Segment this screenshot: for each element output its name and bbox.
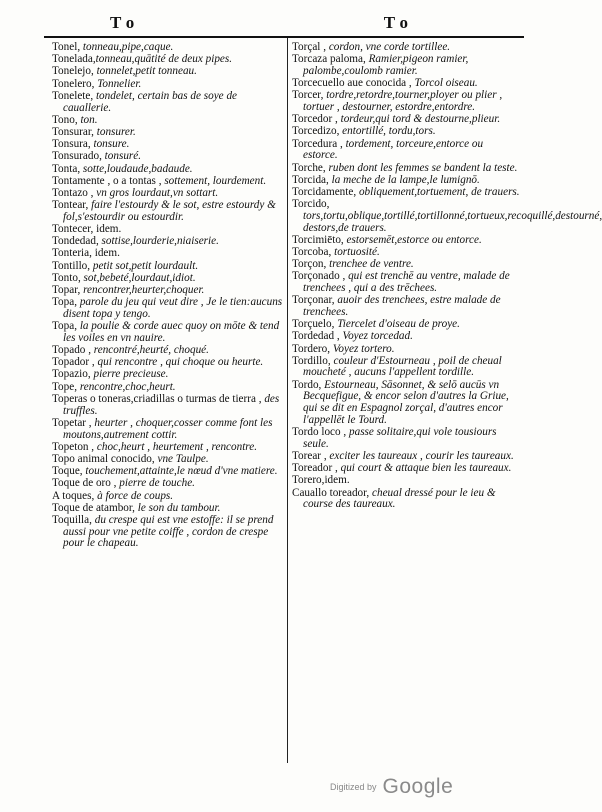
dictionary-entry <box>52 273 284 285</box>
entry-definition: ruben dont les femmes se bandent la teste. <box>325 161 518 174</box>
entry-definition: Tiercelet d'oiseau de proye. <box>334 318 460 331</box>
entry-definition: pierre de touche. <box>116 477 195 490</box>
dictionary-entry <box>292 114 520 126</box>
dictionary-entry <box>52 321 284 344</box>
entry-headword: Tono, <box>52 113 78 126</box>
entry-headword: Tonsurado, <box>52 150 102 163</box>
dictionary-entry <box>52 66 284 78</box>
entry-headword: Toperas o toneras,criadillas o turmas de tierra , <box>52 392 262 405</box>
entry-definition: tonsuré. <box>101 150 142 163</box>
entry-definition: petit sot,petit lourdault. <box>90 259 199 272</box>
entry-definition: choc,heurt , heurtement , rencontre. <box>94 440 258 453</box>
left-column <box>52 42 284 551</box>
entry-headword: Torçonado , <box>292 270 346 283</box>
dictionary-entry <box>292 42 520 54</box>
entry-headword: Topeton , <box>52 440 95 453</box>
entry-definition: tortuosité. <box>331 245 380 258</box>
dictionary-entry <box>52 394 284 417</box>
entry-headword: Tope, <box>52 380 78 393</box>
entry-definition: sot,bebeté,lourdaut,idiot. <box>80 271 196 284</box>
dictionary-entry <box>52 176 284 188</box>
entry-headword: Tonsurar, <box>52 125 94 138</box>
entry-headword: Torçon, <box>292 258 327 271</box>
entry-definition: tonsure. <box>90 138 130 151</box>
entry-headword: Topetar , <box>52 416 92 429</box>
dictionary-entry <box>52 261 284 273</box>
dictionary-entry <box>292 78 520 90</box>
dictionary-entry <box>52 54 284 66</box>
dictionary-entry <box>292 344 520 356</box>
entry-headword: Torcedizo, <box>292 125 340 138</box>
dictionary-entry <box>292 259 520 271</box>
entry-headword: Tontamente , o a tontas , <box>52 174 162 187</box>
entry-definition: des truffles. <box>63 392 280 417</box>
dictionary-entry <box>52 91 284 114</box>
entry-definition: pierre precieuse. <box>90 368 169 381</box>
dictionary-entry <box>52 491 284 503</box>
entry-headword: Toque, <box>52 465 83 478</box>
dictionary-entry <box>292 139 520 162</box>
entry-definition: qui rencontre , qui choque ou heurte. <box>94 356 264 369</box>
entry-definition: cheual dressé pour le ieu & course des taureaux. <box>303 486 496 511</box>
dictionary-entry <box>292 235 520 247</box>
entry-definition: Ramier,pigeon ramier, palombe,coulomb ramier. <box>303 53 469 77</box>
dictionary-entry <box>292 331 520 343</box>
entry-definition: la meche de la lampe,le lumignō. <box>328 173 480 186</box>
entry-definition: obliquement,tortuement, de trauers. <box>356 185 520 198</box>
entry-headword: Tonelete, <box>52 89 94 102</box>
dictionary-entry <box>292 54 520 77</box>
entry-headword: Torcida, <box>292 173 329 186</box>
entry-headword: Tonelada, <box>52 53 96 66</box>
dictionary-entry <box>292 451 520 463</box>
entry-headword: Tordo, <box>292 378 322 391</box>
entry-headword: Toque de atambor, <box>52 501 135 514</box>
dictionary-entry <box>52 418 284 441</box>
entry-headword: Topa, <box>52 296 78 309</box>
entry-definition: touchement,attainte,le nœud d'vne matiere. <box>82 465 278 478</box>
dictionary-entry <box>52 297 284 320</box>
entry-headword: Torero,idem. <box>292 474 350 487</box>
entry-definition: tordement, torceure,entorce ou estorce. <box>303 137 484 162</box>
entry-definition: trenchee de ventre. <box>326 258 414 271</box>
entry-headword: Tordedad , <box>292 330 340 343</box>
entry-headword: Torcido, <box>292 198 330 211</box>
dictionary-entry <box>52 454 284 466</box>
dictionary-entry <box>52 200 284 223</box>
entry-definition: sottise,lourderie,niaiserie. <box>98 235 219 248</box>
entry-headword: Tonta, <box>52 162 81 175</box>
entry-headword: Tonelejo, <box>52 65 94 78</box>
entry-definition: tonneau,pipe,caque. <box>80 41 174 53</box>
entry-headword: Tonelero, <box>52 77 95 90</box>
entry-headword: Topar, <box>52 284 81 297</box>
entry-headword: Cauallo toreador, <box>292 486 370 499</box>
entry-definition: Estourneau, Sāsonnet, & selō aucūs vn Becquefigue, & encor selon d'autres la Griue, qui se dit en Espagnol zorçal, d'autres encor l'appellēt le Tourd. <box>303 378 509 426</box>
entry-definition: tors,tortu,oblique,tortillé,tortillonné,tortueux,recoquillé,destourné, destors,de trauers. <box>303 209 602 234</box>
entry-definition: exciter les taureaux , courir les taureaux. <box>326 449 514 462</box>
dictionary-entry <box>52 115 284 127</box>
entry-definition: Torcol oiseau. <box>411 77 478 90</box>
entry-headword: Torcedura , <box>292 137 343 150</box>
header-right: To <box>383 13 414 32</box>
entry-headword: Tordo loco , <box>292 426 347 438</box>
entry-definition: vn gros lourdaut,vn sottart. <box>93 186 219 199</box>
digitized-by-text: Digitized by <box>330 782 377 792</box>
dictionary-entry <box>292 175 520 187</box>
header-left: To <box>110 13 141 32</box>
entry-headword: Torçuelo, <box>292 318 335 331</box>
entry-headword: Torcaza paloma, <box>292 53 366 66</box>
entry-headword: Tontazo , <box>52 186 94 199</box>
entry-definition: vne Taulpe. <box>154 452 209 465</box>
google-logo: Google <box>382 775 454 798</box>
entry-definition: tonsurer. <box>93 125 136 138</box>
entry-headword: Torçonar, <box>292 294 335 307</box>
dictionary-entry <box>52 369 284 381</box>
entry-headword: Topo animal conocido, <box>52 452 155 465</box>
dictionary-entry <box>52 466 284 478</box>
entry-headword: Torcedor , <box>292 113 338 126</box>
dictionary-entry <box>292 380 520 427</box>
column-divider <box>287 38 288 763</box>
entry-headword: Torcoba, <box>292 245 332 258</box>
dictionary-entry <box>52 224 284 236</box>
entry-headword: Tontillo, <box>52 259 91 272</box>
entry-definition: à force de coups. <box>94 489 174 502</box>
dictionary-entry <box>292 475 520 487</box>
entry-definition: rencontré,heurté, choqué. <box>91 344 209 357</box>
dictionary-entry <box>292 126 520 138</box>
dictionary-entry <box>52 151 284 163</box>
entry-definition: tordre,retordre,tourner,ployer ou plier , tortuer , destourner, estordre,entordre. <box>303 89 503 114</box>
entry-definition: auoir des trenchees, estre malade de trenchees. <box>303 294 501 318</box>
entry-definition: la poulie & corde auec quoy on mōte & tend les voiles en vn nauire. <box>63 320 280 344</box>
entry-definition: passe solitaire,qui vole tousiours seule. <box>303 426 497 450</box>
entry-headword: Tordero, <box>292 342 331 355</box>
entry-headword: Torçal , <box>292 41 327 53</box>
entry-headword: Torcimiēto, <box>292 233 344 246</box>
dictionary-entry <box>52 42 284 54</box>
entry-definition: Voyez tortero. <box>330 342 395 355</box>
entry-headword: Tonsura, <box>52 138 91 151</box>
dictionary-entry <box>52 139 284 151</box>
entry-definition: Tonnelier. <box>94 77 142 90</box>
right-column <box>292 41 602 511</box>
dictionary-entry <box>292 187 520 199</box>
entry-definition: ton. <box>77 113 98 126</box>
dictionary-entry <box>52 478 284 490</box>
entry-definition: sottement, lourdement. <box>161 174 267 187</box>
dictionary-entry <box>292 319 520 331</box>
dictionary-entry <box>52 503 284 515</box>
entry-definition: entortillé, tordu,tors. <box>339 125 436 138</box>
dictionary-entry <box>292 295 520 318</box>
dictionary-entry <box>52 357 284 369</box>
entry-headword: Topador , <box>52 356 95 369</box>
entry-definition: heurter , choquer,cosser comme font les moutons,autrement cottir. <box>63 416 273 441</box>
dictionary-entry <box>52 236 284 248</box>
dictionary-entry <box>52 382 284 394</box>
dictionary-entry <box>292 163 520 175</box>
digitized-footer <box>330 772 540 802</box>
header-rule <box>44 36 524 38</box>
entry-definition: couleur d'Estourneau , poil de cheual moucheté , aucuns l'appellent tordille. <box>303 354 502 379</box>
entry-headword: Topado , <box>52 344 91 357</box>
dictionary-entry <box>292 90 520 113</box>
entry-headword: Toque de oro , <box>52 477 117 490</box>
dictionary-entry <box>52 345 284 357</box>
entry-definition: qui court & attaque bien les taureaux. <box>337 462 512 475</box>
entry-definition: estorsemēt,estorce ou entorce. <box>343 233 482 246</box>
dictionary-entry <box>52 164 284 176</box>
dictionary-entry <box>292 271 520 294</box>
dictionary-entry <box>292 488 520 511</box>
entry-definition: qui est trenchē au ventre, malade de trenchees , qui a des trēchees. <box>303 270 510 295</box>
entry-headword: Tondedad, <box>52 235 99 248</box>
entry-definition: faire l'estourdy & le sot, estre estourdy & fol,s'estourdir ou estourdir. <box>63 199 276 223</box>
entry-headword: Torche, <box>292 161 326 174</box>
entry-headword: Torear , <box>292 449 327 462</box>
entry-headword: Torcidamente, <box>292 185 357 198</box>
entry-headword: Tontear, <box>52 199 89 212</box>
entry-definition: parole du jeu qui veut dire , Je le tien:aucuns disent topa y tengo. <box>63 296 283 320</box>
dictionary-entry <box>292 198 602 234</box>
entry-definition: tondelet, certain bas de soye de cauallerie. <box>63 89 237 114</box>
entry-definition: cordon, vne corde tortillee. <box>326 41 451 53</box>
entry-definition: tonneau,quātité de deux pipes. <box>95 53 233 66</box>
entry-definition: sotte,loudaude,badaude. <box>80 162 193 175</box>
entry-headword: Tonto, <box>52 271 81 284</box>
dictionary-entry <box>52 248 284 260</box>
dictionary-entry <box>292 356 520 379</box>
entry-definition: le son du tambour. <box>134 501 221 514</box>
entry-definition: rencontre,choc,heurt. <box>77 380 176 393</box>
entry-headword: Toreador , <box>292 462 338 475</box>
dictionary-entry <box>292 427 520 450</box>
entry-definition: du crespe qui est vne estoffe: il se prend aussi pour vne petite coiffe , cordon de crespe pour le chapeau. <box>63 513 274 550</box>
entry-headword: Torcecuello aue conocida , <box>292 77 412 90</box>
dictionary-entry <box>52 127 284 139</box>
entry-definition: tonnelet,petit tonneau. <box>93 65 197 78</box>
running-header <box>40 12 524 34</box>
entry-definition: tordeur,qui tord & destourne,plieur. <box>337 113 501 126</box>
dictionary-entry <box>52 515 284 550</box>
entry-headword: Tordillo, <box>292 354 331 367</box>
dictionary-entry <box>292 463 520 475</box>
dictionary-entry <box>52 79 284 91</box>
entry-headword: Tonel, <box>52 41 81 53</box>
dictionary-entry <box>52 285 284 297</box>
dictionary-entry <box>52 442 284 454</box>
entry-headword: Toquilla, <box>52 513 92 526</box>
dictionary-entry <box>292 247 520 259</box>
entry-definition: rencontrer,heurter,choquer. <box>80 284 205 297</box>
entry-headword: Torcer, <box>292 89 324 102</box>
entry-headword: Tonteria, idem. <box>52 247 120 260</box>
entry-headword: Topazio, <box>52 368 91 381</box>
entry-headword: Tontecer, idem. <box>52 223 122 236</box>
entry-definition: Voyez torcedad. <box>339 330 413 343</box>
entry-headword: Topa, <box>52 320 78 333</box>
dictionary-entry <box>52 188 284 200</box>
entry-headword: A toques, <box>52 489 95 502</box>
